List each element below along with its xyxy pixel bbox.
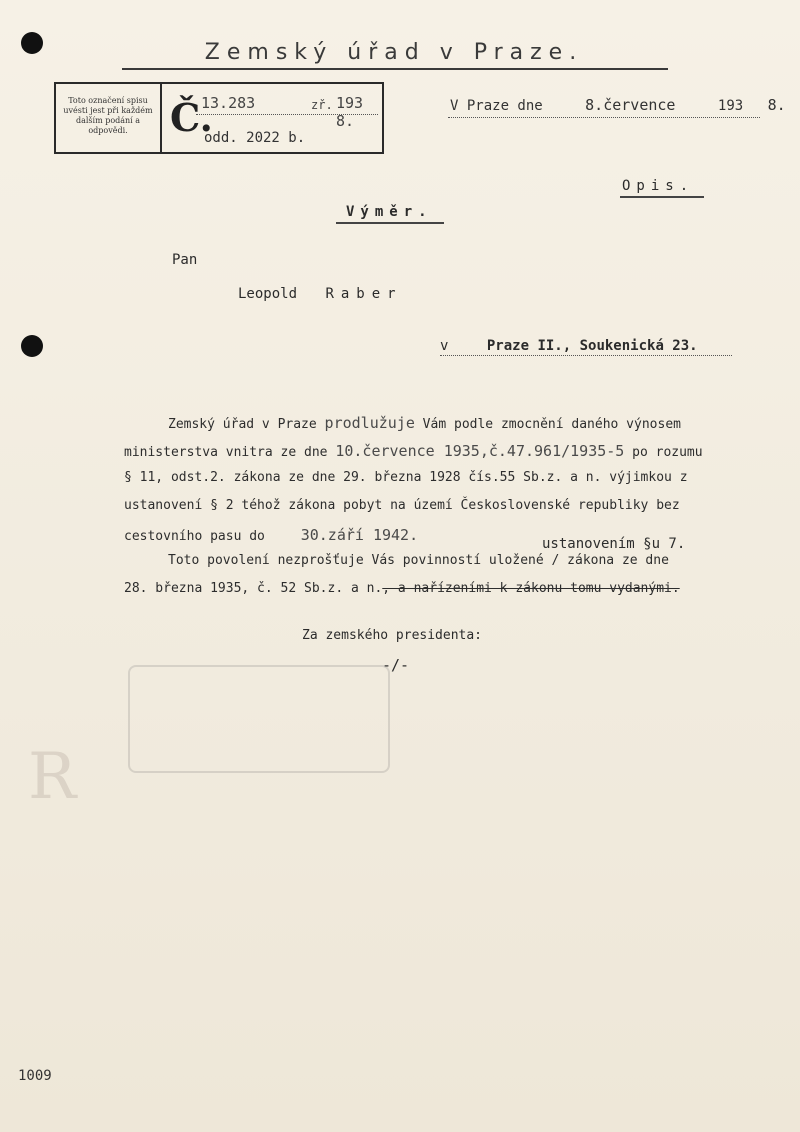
punch-hole-top	[21, 32, 43, 54]
recipient-first-name: Leopold	[238, 286, 298, 302]
body-line-4: ustanovení § 2 téhož zákona pobyt na území Československé republiky bez	[124, 498, 680, 513]
date-year-suffix: 8.	[767, 96, 786, 114]
reference-year: 193 8.	[336, 94, 364, 130]
date-year-prefix: 193	[717, 98, 744, 114]
body-line-7	[124, 581, 680, 596]
reference-note: Toto označení spisu uvésti jest při každém dalším podání a odpovědi.	[56, 84, 162, 152]
copy-label: Opis.	[622, 178, 695, 194]
faded-letter-mark: R	[28, 740, 77, 814]
body-line-5	[124, 526, 418, 544]
body-line-7-struck: , a nařízeními k zákonu tomu vydanými.	[382, 581, 680, 596]
salutation: Pan	[172, 252, 198, 268]
body-line-2-decree: 10.července 1935,č.47.961/1935-5	[335, 442, 625, 460]
body-line-1	[168, 414, 681, 432]
recipient-surname: Raber	[325, 286, 403, 302]
signature-mark: -/-	[382, 656, 410, 674]
signature-label: Za zemského presidenta:	[302, 628, 483, 643]
body-insert: ustanovením §u 7.	[542, 536, 686, 552]
heading-rule	[336, 222, 444, 224]
office-title: Zemský úřad v Praze.	[204, 40, 584, 65]
reference-zr: zř.	[311, 98, 333, 112]
address-dotted-line	[440, 355, 732, 356]
reference-dotted-line	[196, 114, 378, 115]
document-heading: Výměr.	[346, 204, 433, 220]
reference-number: 13.283	[201, 94, 256, 112]
body-line-3: § 11, odst.2. zákona ze dne 29. března 1928 čís.55 Sb.z. a n. výjimkou z	[124, 470, 688, 485]
reference-department: odd. 2022 b.	[204, 130, 306, 146]
body-line-2-end: po rozumu	[624, 445, 703, 460]
page-number: 1009	[18, 1068, 52, 1084]
body-line-1-end: Vám podle zmocnění daného výnosem	[414, 417, 681, 432]
address-prefix: v	[440, 338, 449, 354]
recipient-address	[440, 338, 698, 354]
date-day-month: 8.července	[585, 96, 676, 114]
date-prefix: V Praze dne	[450, 98, 543, 114]
body-line-1-start: Zemský úřad v Praze	[168, 417, 325, 432]
body-line-6: Toto povolení nezprošťuje Vás povinností uložené / zákona ze dne	[168, 553, 669, 568]
copy-label-rule	[620, 196, 704, 198]
body-line-2	[124, 442, 703, 460]
date-line	[450, 96, 786, 114]
date-dotted-line	[448, 117, 760, 118]
faded-stamp	[128, 665, 390, 773]
title-rule	[122, 68, 668, 70]
body-line-1-verb: prodlužuje	[324, 414, 415, 432]
body-line-5-date: 30.září 1942.	[300, 526, 419, 544]
body-line-5-start: cestovního pasu do	[124, 529, 273, 544]
reference-c-mark: Č.	[170, 95, 213, 140]
reference-box	[54, 82, 384, 154]
address-text: Praze II., Soukenická 23.	[486, 338, 698, 354]
body-line-7-start: 28. března 1935, č. 52 Sb.z. a n.	[124, 581, 383, 596]
body-line-2-start: ministerstva vnitra ze dne	[124, 445, 336, 460]
punch-hole-middle	[21, 335, 43, 357]
recipient-name	[238, 286, 403, 302]
